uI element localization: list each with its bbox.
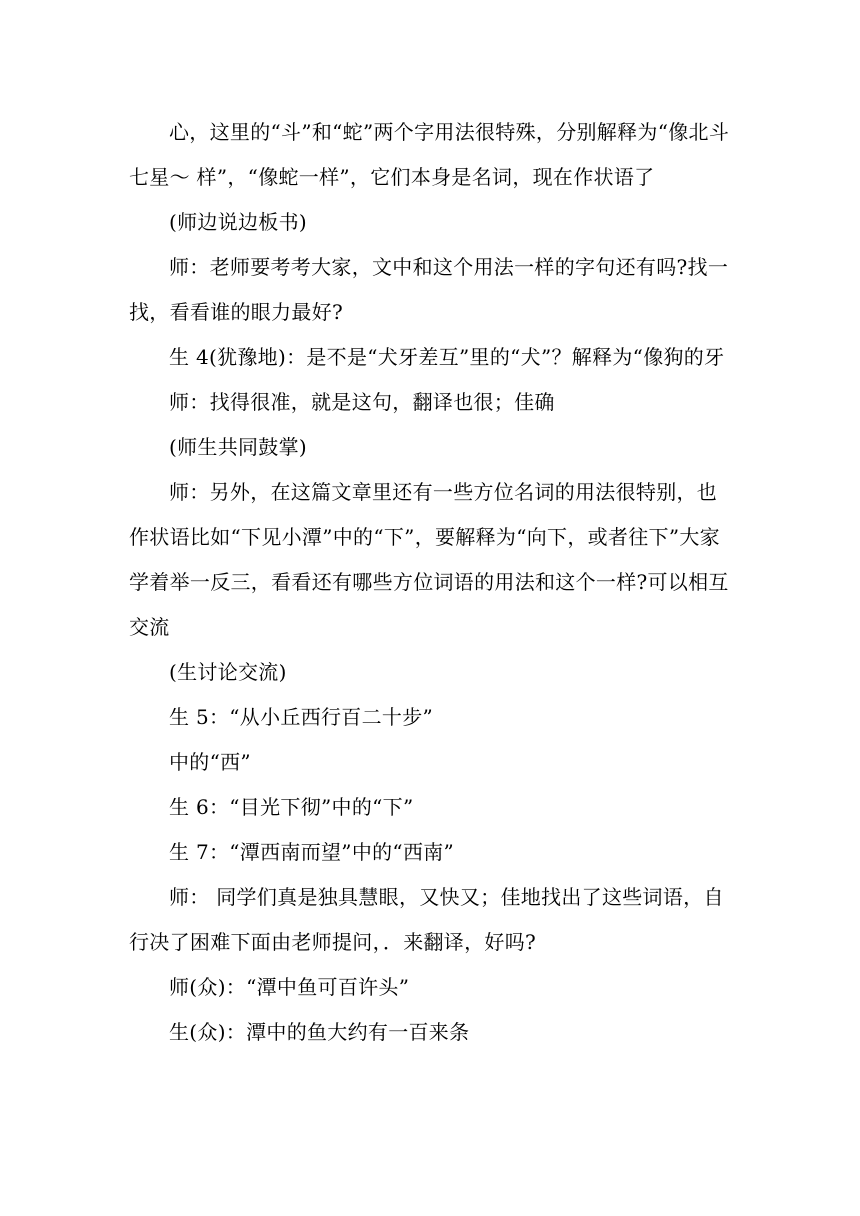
document-body (129, 110, 731, 1055)
paragraph-stage-direction-applause: (师生共同鼓掌) (169, 435, 308, 459)
paragraph-student-5: 生 5：“从小丘西行百二十步” (169, 705, 434, 729)
paragraph-teacher-summary: 师： 同学们真是独具慧眼，又快又；佳地找出了这些词语，自行决了困难下面由老师提问，．来翻译，好吗? (129, 885, 724, 954)
paragraph-teacher-direction-words: 师：另外，在这篇文章里还有一些方位名词的用法很特别，也作状语比如“下见小潭”中的“下”，要解释为“向下，或者往下”大家学着举一反三，看看还有哪些方位词语的用法和这个一样?可以相互交流 (129, 480, 729, 639)
paragraph-students-answer: 生(众)：潭中的鱼大约有一百来条 (169, 1020, 470, 1044)
paragraph-stage-direction-board: (师边说边板书) (169, 210, 308, 234)
paragraph-student-7: 生 7：“潭西南而望”中的“西南” (169, 840, 455, 864)
paragraph-teacher-praise: 师：找得很准，就是这句，翻译也很；佳确 (169, 390, 555, 414)
paragraph-stage-direction-discussion: (生讨论交流) (169, 660, 287, 684)
paragraph-teacher-prompt: 师(众)：“潭中鱼可百许头” (169, 975, 410, 999)
paragraph-student-4: 生 4(犹豫地)：是不是“犬牙差互”里的“犬”？解释为“像狗的牙 (169, 345, 725, 369)
paragraph-teacher-question: 师：老师要考考大家，文中和这个用法一样的字句还有吗?找一找，看看谁的眼力最好? (129, 255, 729, 324)
paragraph-dou-she-explanation: 心，这里的“斗”和“蛇”两个字用法很特殊，分别解释为“像北斗七星～ 样”，“像蛇一样”，它们本身是名词，现在作状语了 (129, 120, 730, 189)
paragraph-student-6: 生 6：“目光下彻”中的“下” (169, 795, 414, 819)
paragraph-student-5-continued: 中的“西” (169, 750, 251, 774)
